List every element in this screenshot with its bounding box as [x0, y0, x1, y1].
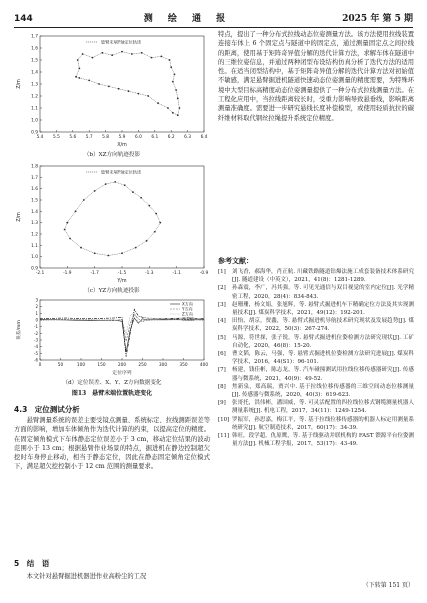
x-axis-label: Y/m	[117, 279, 127, 284]
paragraph: 本文针对悬臂掘进机器进作业高粉尘的工况	[26, 573, 147, 580]
figure-panel-b	[14, 30, 210, 148]
x-tick-label: 400	[199, 363, 209, 368]
reference-number: [3]	[218, 301, 226, 308]
y-axis-label: Z/m	[17, 79, 22, 89]
trajectory-point	[88, 80, 90, 82]
trajectory-point	[135, 247, 137, 249]
y-tick-label: 1.4	[31, 209, 38, 215]
error-change-plot	[14, 296, 210, 376]
x-tick-label: -1.7	[90, 271, 99, 276]
trajectory-point	[131, 53, 133, 55]
trajectory-point	[141, 52, 143, 54]
trajectory-point	[146, 240, 148, 242]
trajectory-point	[75, 76, 77, 78]
trajectory-point	[128, 90, 130, 92]
trajectory-point	[155, 213, 157, 215]
trajectory-point	[98, 83, 100, 85]
x-tick-label: 250	[138, 363, 147, 368]
y-tick-label: 1.1	[31, 106, 38, 112]
trajectory-point	[179, 107, 181, 109]
trajectory-point	[167, 107, 169, 109]
plot-frame	[40, 36, 204, 132]
section-heading-5: 5 结 语	[14, 559, 50, 568]
references-heading: 参考文献：	[218, 257, 253, 265]
trajectory-point	[147, 95, 149, 97]
reference-item	[218, 399, 414, 415]
section-5-body	[14, 572, 210, 581]
x-tick-label: 200	[117, 363, 127, 368]
x-tick-label: -1.5	[117, 271, 127, 276]
x-tick-label: 6.1	[151, 135, 159, 140]
reference-text: 刘飞香，郝海华，肖正航. 川藏铁路隧道钻爆法施工成套装备技术体系研究[J]. 隧道建设（中英文），2021，41(8)：1281-1289.	[232, 269, 414, 284]
reference-number: [4]	[218, 318, 226, 325]
reference-text: 赵珊珊，杨文娟，张旭辉，等. 悬臂式掘进机车下精确定位方法及其实现测量技术[J]. 煤炭科学技术，2021，49(12)：192-201.	[232, 301, 414, 317]
x-tick-label: 5.4	[36, 135, 44, 140]
reference-number: [9]	[218, 400, 226, 407]
x-tick-label: 5.6	[69, 135, 77, 140]
y-tick-label: 1.8	[31, 164, 38, 170]
x-tick-label: -1.3	[145, 271, 154, 276]
x-tick-label: 300	[158, 363, 168, 368]
reference-item	[218, 432, 414, 448]
x-tick-label: 6.3	[184, 135, 192, 140]
trajectory-point	[66, 222, 68, 224]
y-tick-label: 2	[35, 304, 38, 310]
yz-projection-plot	[14, 160, 210, 284]
x-axis-label: X/m	[117, 143, 127, 148]
x-tick-label: 5.5	[52, 135, 60, 140]
reference-item	[218, 301, 414, 317]
trajectory-point	[148, 205, 150, 207]
reference-text: 田怡，胡京，贾鑫，等. 悬臂式掘进机导航技术研究现状及发展趋势[J]. 煤炭科学技术，2022，50(3)：267-274.	[232, 318, 414, 333]
reference-item	[218, 416, 414, 432]
y-tick-label: 1.6	[31, 46, 38, 52]
trajectory-point	[160, 56, 162, 58]
right-column	[218, 30, 414, 595]
y-tick-label: 1.7	[31, 34, 38, 40]
trajectory-point	[94, 252, 96, 254]
y-tick-label: 1.1	[31, 243, 38, 249]
trajectory-point	[121, 252, 123, 254]
trajectory-point	[108, 86, 110, 88]
reference-text: 韩旺，段学超，仇原鹰，等. 基于线驱动并联机构的 FAST 馈源平台位姿测量方法[J]. 机械工程学报，2017，53(17)：43-49.	[232, 433, 414, 448]
trajectory-point	[159, 222, 161, 224]
legend-label: 误差值	[182, 316, 194, 322]
reference-text: 马源，符世探，张子锐，等. 悬臂式掘进机位姿检测方法研究现状[J]. 工矿自动化，2020，46(8)：15-20.	[232, 334, 414, 349]
reference-text: 罗振军，孙思嘉，梅江平，等. 基于拉线位移传感器的机器人标定用测量系统研究[J]. 航空制造技术，2017，60(17)：34-39.	[232, 416, 414, 431]
x-tick-label: 350	[179, 363, 188, 368]
legend-label: Y方向	[182, 306, 193, 312]
paragraph: 特点，提出了一种分布式拉线动态位姿测量方法。该方法使用拉线装置连接车体上 6 个固定点与隧道中的固定点，通过测量固定点之间拉线的距离，使用基于矩阵奇异值分解的迭代计算方法，求解车体在隧道中的三维位姿信息，并通过两种闭型布设结构仿真分析了迭代方法的适用性。在适当闭型结构中，基于矩阵奇异值分解的迭代计算方法对初始值不敏感，满足悬臂掘进机隧道快速动态位姿测量的精度需要，为特殊环境中大型目标高精度动态位姿测量提供了一种分布式拉线测量方法。在工程化应用中，当拉线距离较长时，受重力影响导致悬垂线，影响距离测量准确度。需要进一步研究悬线长度补偿模型，或使用轻质抗拉的碳纤维材料取代钢丝拉绳提升系统定位精度。	[218, 31, 414, 122]
y-tick-label: -4	[34, 344, 38, 350]
x-axis-label: 定位序列	[112, 371, 132, 376]
y-tick-label: 1.2	[31, 94, 38, 100]
trajectory-point	[132, 191, 134, 193]
y-tick-label: -6	[34, 357, 38, 363]
caption-panel-d: （d）定位误差、X、Y、Z方向数据变化	[62, 380, 162, 386]
trajectory-point	[151, 57, 153, 59]
xz-projection-plot	[14, 30, 210, 148]
trajectory-line	[76, 52, 179, 116]
trajectory-point	[174, 74, 176, 76]
journal-name: 测 绘 通 报	[143, 14, 232, 24]
y-tick-label: 1.5	[31, 198, 38, 204]
section-4-3-body	[14, 416, 210, 472]
figure-title: 图13 悬臂末端位置轨迹变化	[71, 390, 153, 397]
reference-text: 张哥托，洪伟彬，潘国威，等. 可灵活配置的四拉线位移式钢缆测量机器人测量系统[J]. 机电工程，2017，34(11)：1249-1254.	[232, 400, 414, 415]
reference-number: [11]	[218, 433, 230, 440]
x-tick-label: 100	[76, 363, 86, 368]
trajectory-point	[80, 247, 82, 249]
reference-list	[218, 268, 414, 448]
trajectory-point	[69, 238, 71, 240]
y-tick-label: 1.7	[31, 175, 38, 181]
y-tick-label: 1.6	[31, 187, 38, 193]
reference-number: [5]	[218, 334, 226, 341]
trajectory-point	[77, 59, 79, 61]
y-tick-label: 1.2	[31, 232, 38, 238]
y-tick-label: -5	[34, 350, 38, 356]
trajectory-point	[82, 53, 84, 55]
y-tick-label: -2	[34, 330, 38, 336]
trajectory-point	[105, 183, 107, 185]
reference-text: 孙森震，李广，冯其强，等. 可见光通信与双目视觉的室内定位[J]. 光学精密工程，2020，28(4)：834-843.	[232, 285, 414, 300]
trajectory-point	[124, 184, 126, 186]
y-tick-label: 1	[35, 310, 38, 316]
legend-label: X方向	[182, 301, 193, 307]
x-tick-label: -1.1	[172, 271, 181, 276]
series-line	[40, 309, 204, 356]
y-tick-label: 3	[35, 297, 38, 303]
x-tick-label: -0.9	[199, 271, 209, 276]
x-tick-label: -2.1	[35, 271, 45, 276]
trajectory-point	[107, 255, 109, 257]
x-tick-label: 6.4	[200, 135, 208, 140]
conclusion-continued	[218, 30, 414, 123]
reference-number: [6]	[218, 351, 226, 358]
trajectory-point	[170, 66, 172, 68]
continuation-note: （下转第 151 页）	[362, 582, 414, 589]
y-tick-label: 1.0	[31, 255, 38, 261]
reference-item	[218, 366, 414, 382]
x-tick-label: 0	[38, 363, 42, 368]
y-tick-label: 1.5	[31, 58, 38, 64]
reference-item	[218, 350, 414, 366]
trajectory-point	[78, 77, 80, 79]
reference-number: [10]	[218, 416, 230, 423]
legend-label: 悬臂末端Y轴定位轨迹	[100, 39, 142, 45]
series-line	[40, 315, 204, 342]
x-tick-label: 50	[57, 363, 64, 368]
reference-item	[218, 284, 414, 300]
reference-number: [2]	[218, 285, 226, 292]
issue-label: 2025 年 第 5 期	[342, 14, 413, 24]
trajectory-point	[101, 52, 103, 54]
trajectory-point	[92, 57, 94, 59]
x-tick-label: -1.9	[63, 271, 72, 276]
trajectory-point	[175, 89, 177, 91]
trajectory-point	[75, 210, 77, 212]
y-tick-label: 0.9	[31, 266, 38, 272]
left-column	[14, 30, 210, 590]
reference-text: 焦新泉，郑高瑞，贾兴中. 基于拉线位移传感器的三维空间动态位移测量[J]. 传感器与微系统，2020，40(3)：619-623.	[232, 383, 414, 399]
figure-panel-d	[14, 296, 210, 376]
x-tick-label: 5.7	[85, 135, 93, 140]
trajectory-point	[83, 199, 85, 201]
reference-item	[218, 268, 414, 284]
reference-text: 曹文韬，陈云，马强，等. 悬臂式掘进机位姿检测方法研究进展[J]. 煤炭科学技术，2016，44(S1)：96-101.	[232, 351, 414, 366]
caption-panel-b: （b）XZ方向轨迹投影	[83, 152, 141, 158]
reference-number: [8]	[218, 383, 226, 390]
reference-number: [1]	[218, 269, 226, 275]
reference-item	[218, 383, 414, 399]
legend-label: 悬臂末端Y轴定位轨迹	[100, 169, 142, 175]
caption-panel-c: （c）YZ方向轨迹投影	[84, 288, 140, 294]
trajectory-line	[65, 182, 161, 256]
y-tick-label: 1.0	[31, 118, 38, 124]
figure-panel-c	[14, 160, 210, 284]
trajectory-point	[64, 229, 66, 231]
y-tick-label: 0	[35, 317, 38, 323]
trajectory-point	[94, 190, 96, 192]
section-heading-4-3: 4.3 定位测试分析	[14, 405, 80, 414]
y-tick-label: -1	[34, 324, 38, 330]
trajectory-point	[169, 59, 171, 61]
trajectory-point	[177, 98, 179, 100]
reference-item	[218, 334, 414, 350]
trajectory-point	[138, 93, 140, 95]
y-axis-label: 误差/mm	[17, 320, 22, 340]
x-tick-label: 6.0	[134, 135, 142, 140]
x-tick-label: 6.2	[167, 135, 175, 140]
reference-item	[218, 317, 414, 333]
trajectory-point	[157, 102, 159, 104]
y-tick-label: 0.9	[31, 130, 38, 136]
trajectory-point	[172, 112, 174, 114]
x-tick-label: 5.8	[102, 135, 110, 140]
page-number: 144	[14, 14, 33, 24]
trajectory-point	[121, 51, 123, 53]
trajectory-point	[78, 68, 80, 70]
y-tick-label: 1.3	[31, 82, 38, 88]
reference-number: [7]	[218, 367, 226, 374]
y-tick-label: 1.4	[31, 70, 38, 76]
series-line	[40, 318, 204, 352]
y-tick-label: 1.3	[31, 221, 38, 227]
trajectory-point	[154, 231, 156, 233]
y-axis-label: Z/m	[17, 212, 22, 222]
legend-label: Z方向	[182, 311, 193, 317]
trajectory-point	[140, 197, 142, 199]
paragraph: 悬臂测量系统的误差主要受镜点测量、系统标定、拉线测距误差等方面的影响，增加车体倾角作为迭代计算的约束，以提高定位的精度。在固定倾角模式下车体静态定位误差小于 3 cm，移动定位结果的波动范围小于 13 cm；根据悬臂作业场景的特点，掘进机在静边控制超欠挖时车身停止移动，相当于静态定位，因此在静态固定倾角定位模式下，满足超欠挖控制小于 12 cm 范围的测量要求。	[14, 417, 210, 471]
x-tick-label: 150	[97, 363, 106, 368]
x-tick-label: 5.9	[118, 135, 126, 140]
trajectory-point	[111, 54, 113, 56]
reference-text: 杨建，钱佳彬，陈志龙，等. 汽车碰撞测试用拉线位移传感器研究[J]. 传感器与微系统，2021，40(9)：49-52.	[232, 367, 414, 382]
trajectory-point	[177, 114, 179, 116]
y-tick-label: -3	[34, 337, 38, 343]
page-header	[14, 8, 413, 28]
trajectory-point	[172, 81, 174, 83]
trajectory-point	[114, 181, 116, 183]
trajectory-point	[118, 88, 120, 90]
